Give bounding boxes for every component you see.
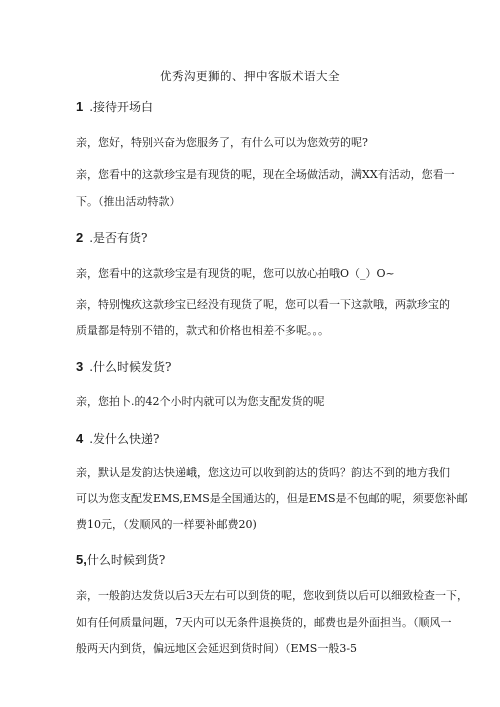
paragraph-line: 可以为您支配发EMS,EMS是全国通达的，但是EMS是不包邮的呢，须要您补邮 (76, 492, 468, 505)
paragraph-line: 费10元，（发顺风的一样要补邮费20) (76, 518, 257, 531)
section-number: 3 (76, 359, 84, 374)
section-title: 什么时候到货? (86, 553, 166, 567)
paragraph-line: 亲，特别愧疚这款珍宝已经没有现货了呢，您可以看一下这款哦，两款珍宝的 (76, 298, 450, 311)
paragraph-line: 质量都是特别不错的，款式和价格也相差不多呢。。。 (76, 324, 329, 337)
paragraph-line: 亲，您拍卜.的42个小时内就可以为您支配发货的呢 (76, 395, 325, 408)
section-number: 5, (76, 552, 87, 567)
paragraph-line: 般两天内到货，偏远地区会延迟到货时间）（EMS一般3-5 (76, 642, 358, 655)
paragraph-line: 亲，默认是发韵达快递峨，您这边可以收到韵达的货吗？韵达不到的地方我们 (76, 466, 450, 479)
section-3-heading (76, 358, 171, 375)
section-title: .是否有货? (89, 231, 148, 245)
section-number: 2 (76, 230, 84, 245)
paragraph-line: 亲，您看中的这款珍宝是有现货的呢，现在全场做活动，满XX有活动，您看一 (76, 168, 455, 181)
paragraph-line: 下。（推出活动特款） (76, 195, 181, 208)
paragraph-line: 亲，一般韵达发货以后3天左右可以到货的呢，您收到货以后可以细致检查一下， (76, 589, 468, 602)
paragraph-line: 如有任何质量问题，7天内可以无条件退换货的，邮费也是外面担当。（顺风一 (76, 616, 452, 629)
section-2-heading (76, 229, 147, 246)
section-number: 1 (76, 99, 84, 114)
paragraph-line: 亲，您看中的这款珍宝是有现货的呢，您可以放心拍哦O（_）O~ (76, 267, 395, 280)
section-5-heading (76, 551, 165, 568)
section-title: .接待开场白 (89, 100, 154, 114)
paragraph-line: 亲，您好，特别兴奋为您服务了，有什么可以为您效劳的呢? (76, 136, 368, 149)
section-4-heading (76, 430, 159, 447)
section-title: .什么时候发货? (89, 360, 172, 374)
document-title: 优秀沟更狮的、押中客版术语大全 (160, 69, 340, 83)
section-title: .发什么快递? (89, 432, 160, 446)
section-number: 4 (76, 431, 84, 446)
section-1-heading (76, 98, 153, 115)
